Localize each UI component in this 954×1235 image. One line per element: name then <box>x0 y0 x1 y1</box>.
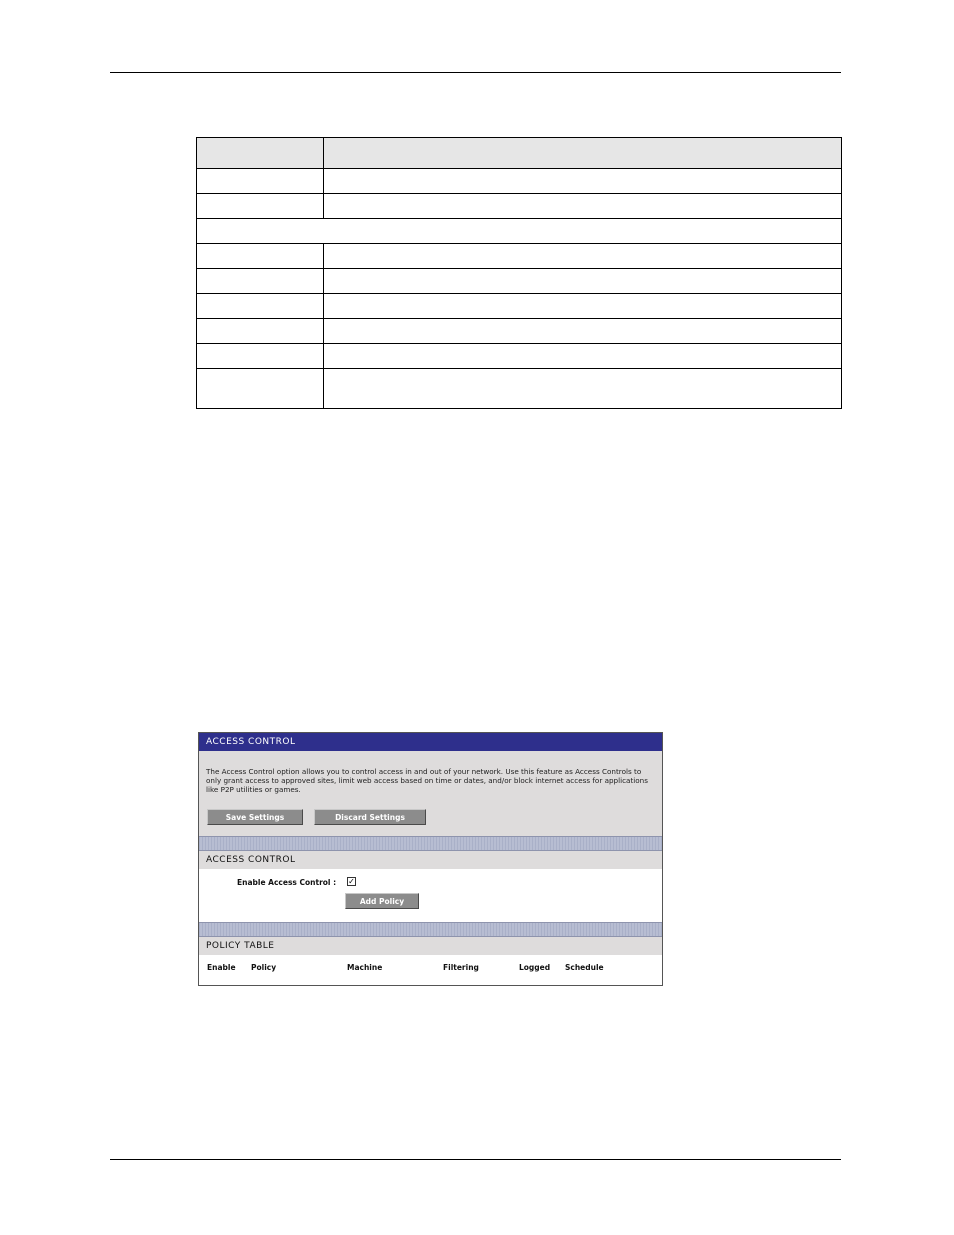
table-row <box>197 194 842 219</box>
policy-table-columns <box>199 963 662 977</box>
enable-access-control-checkbox[interactable] <box>347 877 356 886</box>
section-divider <box>199 836 662 851</box>
table-row <box>197 169 842 194</box>
add-policy-button[interactable]: Add Policy <box>345 893 419 909</box>
table-row <box>197 369 842 409</box>
table-row <box>197 269 842 294</box>
table-row <box>197 344 842 369</box>
footer-rule <box>110 1159 841 1160</box>
column-header-machine: Machine <box>347 963 383 972</box>
column-header-schedule: Schedule <box>565 963 604 972</box>
checkmark-icon: ✓ <box>348 877 355 886</box>
table-row <box>197 244 842 269</box>
page-title: ACCESS CONTROL <box>206 737 296 747</box>
column-header-policy: Policy <box>251 963 277 972</box>
field-description-table <box>196 137 842 409</box>
table-row <box>197 319 842 344</box>
enable-access-control-label: Enable Access Control : <box>237 878 337 887</box>
section-title: POLICY TABLE <box>206 941 275 951</box>
access-control-screenshot <box>198 732 663 986</box>
access-control-section-header <box>199 851 662 869</box>
discard-settings-button[interactable]: Discard Settings <box>314 809 426 825</box>
section-divider <box>199 922 662 937</box>
intro-panel <box>199 751 662 836</box>
save-settings-button[interactable]: Save Settings <box>207 809 303 825</box>
table-header-row <box>197 138 842 169</box>
column-header-filtering: Filtering <box>443 963 479 972</box>
table-section-row <box>197 219 842 244</box>
header-rule <box>110 72 841 73</box>
policy-table-section-header <box>199 937 662 955</box>
intro-description: The Access Control option allows you to control access in and out of your network. Use this feature as Access Controls to only grant access to approved sites, limit web access based on time or dates, and/or block internet access for applications like P2P utilities or games. <box>206 767 648 794</box>
page-title-bar <box>199 733 662 751</box>
section-title: ACCESS CONTROL <box>206 855 296 865</box>
column-header-enable: Enable <box>207 963 236 972</box>
column-header-logged: Logged <box>519 963 551 972</box>
table-row <box>197 294 842 319</box>
